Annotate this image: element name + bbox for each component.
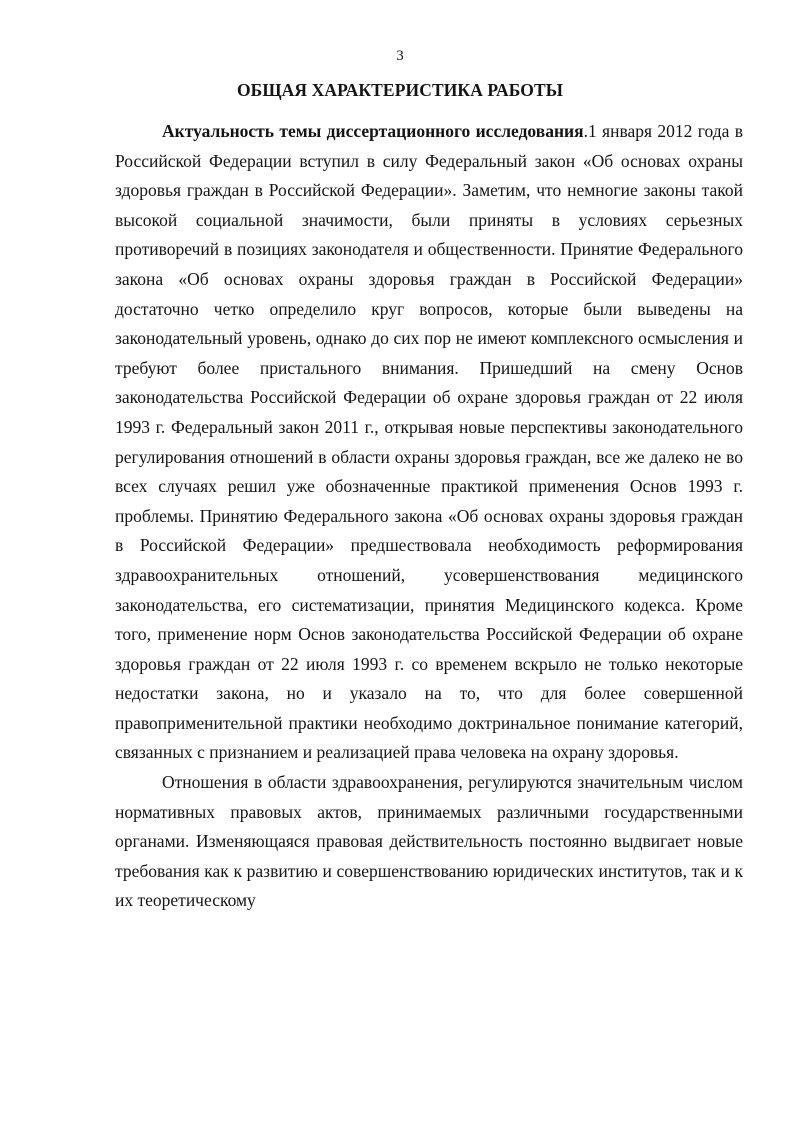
section-title: ОБЩАЯ ХАРАКТЕРИСТИКА РАБОТЫ bbox=[236, 80, 564, 100]
paragraph-health-relations bbox=[115, 768, 743, 916]
relevance-heading: Актуальность темы диссертационного исследования bbox=[162, 121, 584, 141]
relevance-text: .1 января 2012 года в Российской Федерации вступил в силу Федеральный закон «Об основах охраны здоровья граждан в Российской Федерации». Заметим, что немногие законы такой высокой социальной значимости, были приняты в условиях серьезных противоречий в позициях законодателя и общественности. Принятие Федерального закона «Об основах охраны здоровья граждан в Российской Федерации» достаточно четко определило круг вопросов, которые были выведены на законодательный уровень, однако до сих пор не имеют комплексного осмысления и требуют более пристального внимания. Пришедший на смену Основ законодательства Российской Федерации об охране здоровья граждан от 22 июля 1993 г. Федеральный закон 2011 г., открывая новые перспективы законодательного регулирования отношений в области охраны здоровья граждан, все же далеко не во всех случаях решил уже обозначенные практикой применения Основ 1993 г. проблемы. Принятию Федерального закона «Об основах охраны здоровья граждан в Российской Федерации» предшествовала необходимость реформирования здравоохранительных отношений, усовершенствования медицинского законодательства, его систематизации, принятия Медицинского кодекса. Кроме того, применение норм Основ законодательства Российской Федерации об охране здоровья граждан от 22 июля 1993 г. со временем вскрыло не только некоторые недостатки закона, но и указало на то, что для более совершенной правоприменительной практики необходимо доктринальное понимание категорий, связанных с признанием и реализацией права человека на охрану здоровья. bbox=[115, 121, 743, 763]
paragraph-relevance bbox=[115, 117, 743, 768]
page-number: 3 bbox=[396, 48, 404, 64]
document-body bbox=[115, 117, 743, 916]
health-relations-text: Отношения в области здравоохранения, регулируются значительным числом нормативных правовых актов, принимаемых различными государственными органами. Изменяющаяся правовая действительность постоянно выдвигает новые требования как к развитию и совершенствованию юридических институтов, так и к их теоретическому bbox=[115, 772, 743, 911]
